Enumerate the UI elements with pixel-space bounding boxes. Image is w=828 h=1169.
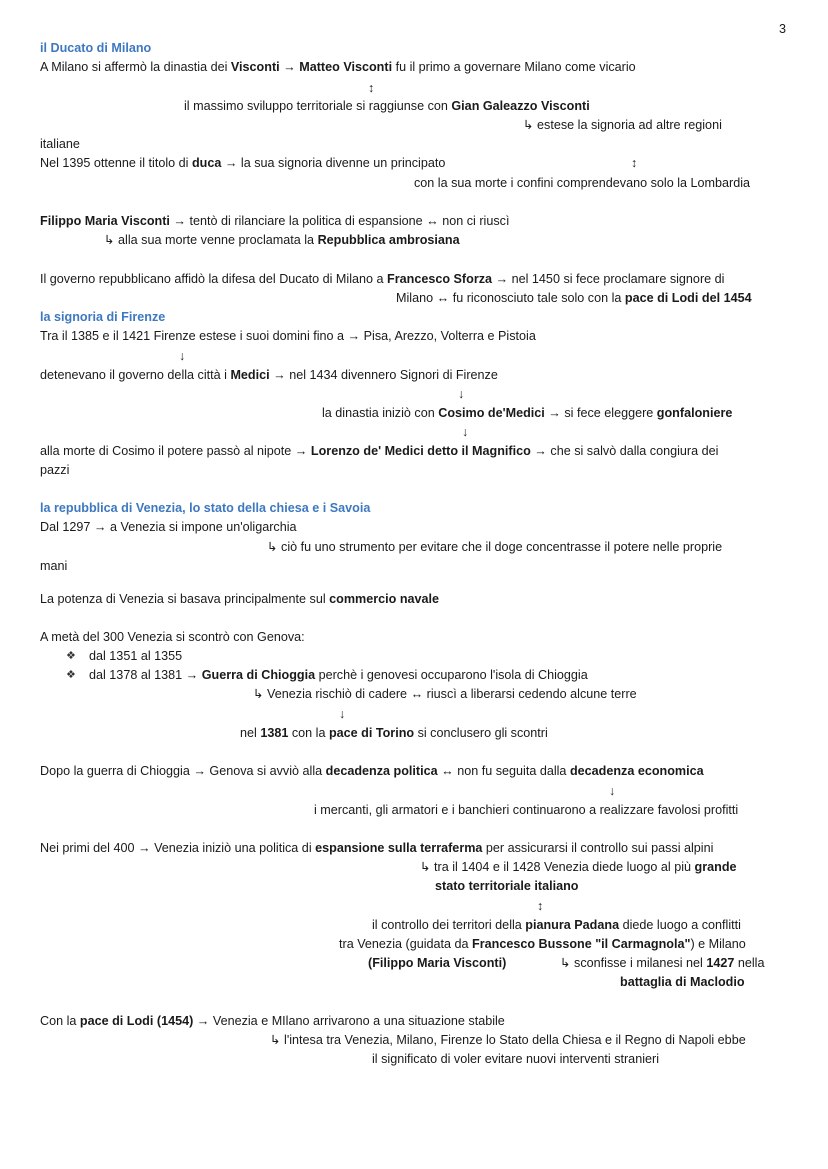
text-line: ↳ alla sua morte venne proclamata la Repubblica ambrosiana [104, 233, 460, 247]
section-heading-firenze: la signoria di Firenze [40, 310, 166, 324]
updown-arrow-icon: ↕ [631, 156, 638, 170]
text-line: detenevano il governo della città i Medici → nel 1434 divennero Signori di Firenze [40, 368, 498, 382]
text-line: ↳ estese la signoria ad altre regioni [523, 118, 722, 132]
bullet-diamond-icon: ❖ [66, 669, 76, 681]
text-line: ↳ l'intesa tra Venezia, Milano, Firenze lo Stato della Chiesa e il Regno di Napoli ebbe [270, 1033, 746, 1047]
text-line: ↳ ciò fu uno strumento per evitare che il doge concentrasse il potere nelle proprie [267, 540, 723, 554]
text-line: Con la pace di Lodi (1454) → Venezia e MIlano arrivarono a una situazione stabile [40, 1014, 505, 1028]
text-line: i mercanti, gli armatori e i banchieri continuarono a realizzare favolosi profitti [314, 803, 739, 817]
text-line: ↳ tra il 1404 e il 1428 Venezia diede luogo al più grande [420, 860, 737, 874]
down-arrow-icon: ↓ [462, 425, 469, 439]
text-line: la dinastia iniziò con Cosimo de'Medici → si fece eleggere gonfaloniere [322, 406, 733, 420]
text-line: Nei primi del 400 → Venezia iniziò una politica di espansione sulla terraferma per assicurarsi il controllo sui passi alpini [40, 841, 714, 855]
section-heading-milano: il Ducato di Milano [40, 41, 152, 55]
text-line: Tra il 1385 e il 1421 Firenze estese i suoi domini fino a → Pisa, Arezzo, Volterra e Pistoia [40, 329, 536, 343]
text-line: il significato di voler evitare nuovi interventi stranieri [372, 1052, 659, 1066]
text-line: tra Venezia (guidata da Francesco Bussone "il Carmagnola") e Milano [339, 937, 746, 951]
text-line: alla morte di Cosimo il potere passò al nipote → Lorenzo de' Medici detto il Magnifico → che si salvò dalla congiura dei [40, 444, 719, 458]
text-line: pazzi [40, 463, 70, 477]
text-line: Filippo Maria Visconti → tentò di rilanciare la politica di espansione ↔ non ci riuscì [40, 214, 510, 228]
bullet-diamond-icon: ❖ [66, 650, 76, 662]
text-line: Nel 1395 ottenne il titolo di duca → la sua signoria divenne un principato [40, 156, 446, 170]
down-arrow-icon: ↓ [458, 387, 465, 401]
down-arrow-icon: ↓ [179, 349, 186, 363]
text-line: mani [40, 559, 68, 573]
list-item: dal 1351 al 1355 [89, 649, 183, 663]
text-line: battaglia di Maclodio [620, 975, 745, 989]
section-heading-venezia: la repubblica di Venezia, lo stato della chiesa e i Savoia [40, 501, 371, 515]
text-line: Il governo repubblicano affidò la difesa del Ducato di Milano a Francesco Sforza → nel 1450 si fece proclamare signore di [40, 272, 725, 286]
text-line: ↳ Venezia rischiò di cadere ↔ riuscì a liberarsi cedendo alcune terre [253, 687, 637, 701]
text-line: Dal 1297 → a Venezia si impone un'oligarchia [40, 520, 297, 534]
list-item: dal 1378 al 1381 → Guerra di Chioggia perchè i genovesi occuparono l'isola di Chioggia [89, 668, 588, 682]
page-number: 3 [779, 22, 787, 36]
text-line: (Filippo Maria Visconti) [368, 956, 507, 970]
text-line: ↳ sconfisse i milanesi nel 1427 nella [560, 956, 765, 970]
updown-arrow-icon: ↕ [368, 81, 375, 95]
text-line: Milano ↔ fu riconosciuto tale solo con la pace di Lodi del 1454 [396, 291, 752, 305]
text-line: A metà del 300 Venezia si scontrò con Genova: [40, 630, 305, 644]
text-line: con la sua morte i confini comprendevano solo la Lombardia [414, 176, 751, 190]
down-arrow-icon: ↓ [339, 707, 346, 721]
text-line: Dopo la guerra di Chioggia → Genova si avviò alla decadenza politica ↔ non fu seguita dalla decadenza economica [40, 764, 704, 778]
text-line: italiane [40, 137, 80, 151]
updown-arrow-icon: ↕ [537, 899, 544, 913]
text-line: il massimo sviluppo territoriale si raggiunse con Gian Galeazzo Visconti [184, 99, 590, 113]
text-line: il controllo dei territori della pianura Padana diede luogo a conflitti [372, 918, 741, 932]
text-line: stato territoriale italiano [435, 879, 579, 893]
text-line: nel 1381 con la pace di Torino si conclusero gli scontri [240, 726, 548, 740]
down-arrow-icon: ↓ [609, 784, 616, 798]
text-line: La potenza di Venezia si basava principalmente sul commercio navale [40, 592, 440, 606]
text-line: A Milano si affermò la dinastia dei Visconti → Matteo Visconti fu il primo a governare Milano come vicario [40, 60, 636, 74]
